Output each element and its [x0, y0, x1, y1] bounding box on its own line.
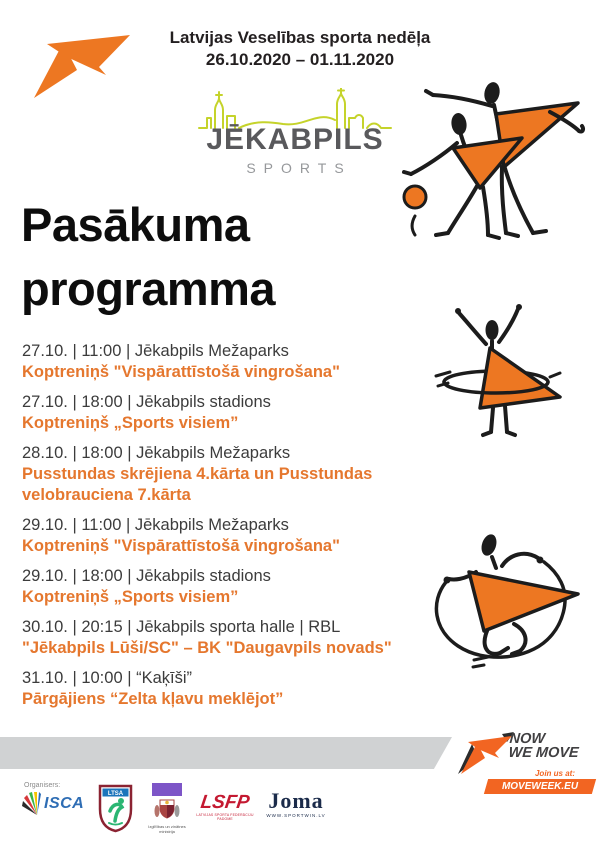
page-title-line2: programma	[21, 262, 276, 315]
event-item	[22, 566, 434, 608]
ministry-name-line1: Izglītības un zinātnes	[148, 824, 186, 829]
nwm-line1: NOW	[508, 731, 546, 747]
club-logo-name: JĒKABPILS	[206, 123, 384, 156]
event-item	[22, 341, 434, 383]
nwm-line2: WE MOVE	[508, 744, 580, 761]
nowwemove-arrow-small-icon	[458, 732, 514, 776]
ministry-logo	[143, 783, 191, 834]
dancers-illustration	[400, 75, 595, 240]
hula-hoop-illustration	[430, 300, 595, 440]
event-week-dates: 26.10.2020 – 01.11.2020	[205, 50, 395, 69]
event-description: "Jēkabpils Lūši/SC" – BK "Daugavpils novads"	[22, 639, 392, 657]
event-description: Pusstundas skrējiena 4.kārta un Pusstundas velobrauciena 7.kārta	[22, 465, 373, 504]
nowwemove-wordmark	[508, 733, 580, 760]
isca-fan-icon	[22, 792, 42, 816]
event-item	[22, 617, 434, 659]
moveweek-url: MOVEWEEK.EU	[501, 781, 579, 792]
event-description: Koptreniņš "Vispārattīstošā vingrošana"	[22, 537, 340, 555]
event-item	[22, 392, 434, 434]
event-item	[22, 443, 434, 506]
isca-logo	[22, 792, 84, 816]
event-description: Koptreniņš „Sports visiem”	[22, 414, 239, 432]
event-week-title: Latvijas Veselības sporta nedēļa	[169, 28, 431, 47]
club-logo-subtitle: SPORTS	[246, 160, 352, 176]
isca-wordmark: ISCA	[44, 795, 85, 812]
footer-stripe	[0, 737, 452, 769]
joma-logo	[257, 790, 335, 818]
event-item	[22, 668, 434, 710]
event-date: 30.10. | 20:15 | Jēkabpils sporta halle | RBL	[22, 618, 341, 636]
organisers-label: Organisers:	[24, 782, 61, 789]
poster-header	[140, 27, 460, 71]
event-date: 31.10. | 10:00 | “Kaķīši”	[22, 669, 192, 687]
ltsa-logo	[97, 783, 134, 833]
nowwemove-arrow-icon	[33, 30, 133, 100]
coat-of-arms-icon	[154, 797, 180, 819]
event-date: 29.10. | 11:00 | Jēkabpils Mežaparks	[22, 516, 289, 534]
lsfp-subtitle: LATVIJAS SPORTA FEDERĀCIJU PADOME	[196, 813, 254, 821]
moveweek-banner	[484, 779, 596, 794]
jump-rope-illustration	[430, 530, 598, 670]
page-title-line1: Pasākuma	[21, 198, 250, 251]
lsfp-wordmark: LSFP	[199, 792, 251, 813]
join-us-label: Join us at:	[534, 769, 575, 778]
event-date: 27.10. | 11:00 | Jēkabpils Mežaparks	[22, 342, 289, 360]
lsfp-logo	[196, 793, 254, 821]
joma-subtitle: WWW.SPORTWIN.LV	[266, 813, 326, 818]
event-date: 28.10. | 18:00 | Jēkabpils Mežaparks	[22, 444, 291, 462]
ltsa-wordmark: LTSA	[107, 791, 124, 797]
event-description: Koptreniņš „Sports visiem”	[22, 588, 239, 606]
ministry-flag	[152, 783, 182, 796]
event-date: 27.10. | 18:00 | Jēkabpils stadions	[22, 393, 271, 411]
joma-wordmark: Joma	[268, 788, 324, 813]
page-title	[21, 193, 275, 321]
event-description: Koptreniņš "Vispārattīstošā vingrošana"	[22, 363, 340, 381]
event-item	[22, 515, 434, 557]
event-description: Pārgājiens “Zelta kļavu meklējot”	[22, 690, 284, 708]
event-list	[22, 341, 434, 719]
ministry-name-line2: ministrija	[159, 829, 175, 834]
event-date: 29.10. | 18:00 | Jēkabpils stadions	[22, 567, 271, 585]
